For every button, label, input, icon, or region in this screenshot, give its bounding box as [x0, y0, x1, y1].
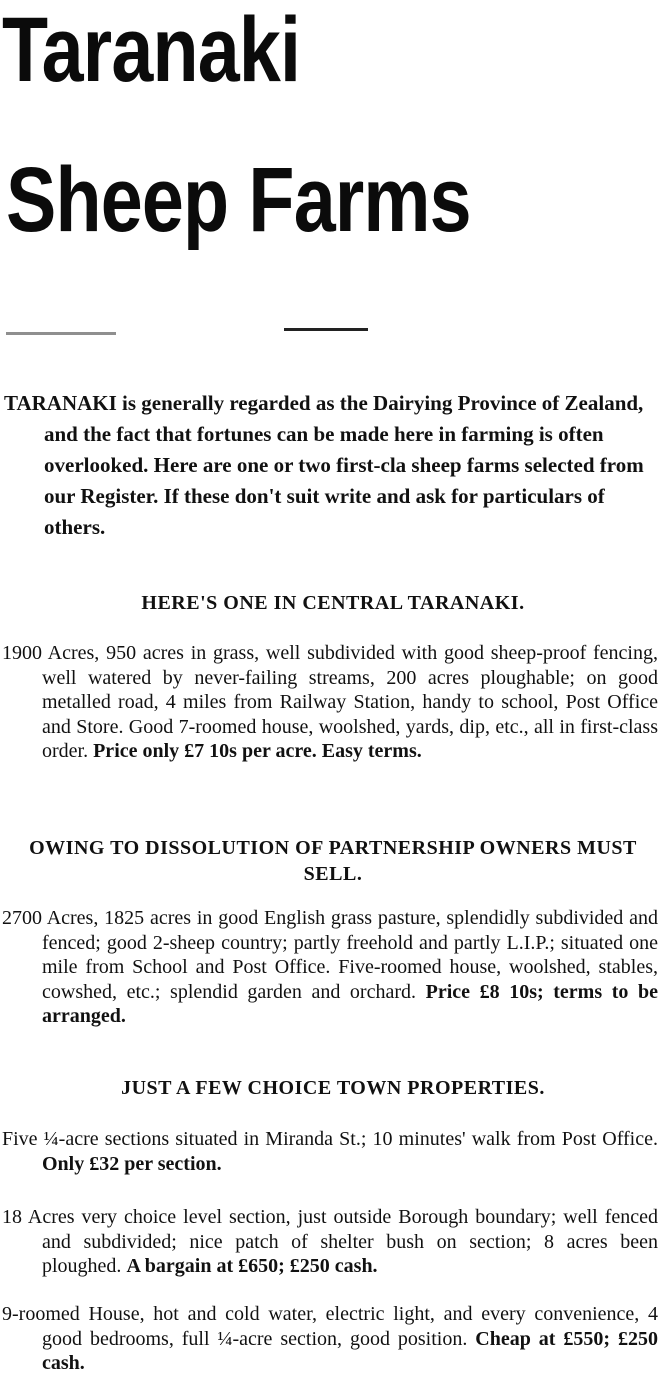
divider-rule	[284, 328, 368, 331]
listing-text: 18 Acres very choice level section, just outside Borough boundary; well fenced and subdivided; nice patch of shelter bush on section; 8 acres been ploughed.	[2, 1206, 658, 1277]
headline-line-2: Sheep Farms	[6, 149, 471, 251]
section-heading-town-properties: JUST A FEW CHOICE TOWN PROPERTIES.	[121, 1077, 545, 1099]
listing-price: Price only £7 10s per acre. Easy terms.	[93, 740, 422, 762]
intro-text: TARANAKI is generally regarded as the Dairying Province of Zealand, and the fact that fortunes can be made here in farming is often overlooked. Here are one or two first-cla sheep farms selected from our Register. If these don't suit write and ask for particulars of others.	[4, 391, 644, 539]
section-heading-partnership: OWING TO DISSOLUTION OF PARTNERSHIP OWNERS MUST SELL.	[29, 837, 637, 885]
intro-paragraph	[4, 388, 654, 543]
listing-text: Five ¼-acre sections situated in Miranda St.; 10 minutes' walk from Post Office.	[2, 1128, 658, 1150]
listing-1900-acres	[2, 641, 658, 764]
listing-price: Only £32 per section.	[42, 1152, 222, 1175]
listing-text: 1900 Acres, 950 acres in grass, well subdivided with good sheep-proof fencing, well watered by never-failing streams, 200 acres ploughable; on good metalled road, 4 miles from Railway Station, handy to school, Post Office and Store. Good 7-roomed house, woolshed, yards, dip, etc., all in first-class order.	[2, 642, 658, 762]
headline-line-1: Taranaki	[2, 0, 301, 101]
section-heading-central-taranaki: HERE'S ONE IN CENTRAL TARANAKI.	[141, 592, 525, 614]
listing-text: 2700 Acres, 1825 acres in good English grass pasture, splendidly subdivided and fenced; good 2-sheep country; partly freehold and partly L.I.P.; situated one mile from School and Post Office. Five-roomed house, woolshed, stables, cowshed, etc.; splendid garden and orchard.	[2, 907, 658, 1003]
listing-town-sections	[2, 1127, 658, 1176]
print-smudge	[6, 318, 116, 335]
listing-2700-acres	[2, 906, 658, 1029]
listing-18-acres	[2, 1205, 658, 1279]
listing-price: A bargain at £650; £250 cash.	[126, 1255, 378, 1277]
listing-9-roomed-house	[2, 1302, 658, 1376]
listing-price: Price £8 10s; terms to be arranged.	[42, 980, 658, 1027]
listing-price: Cheap at £550; £250 cash.	[42, 1327, 659, 1374]
listing-text: 9-roomed House, hot and cold water, electric light, and every convenience, 4 good bedrooms, full ¼-acre section, good position.	[2, 1303, 658, 1350]
